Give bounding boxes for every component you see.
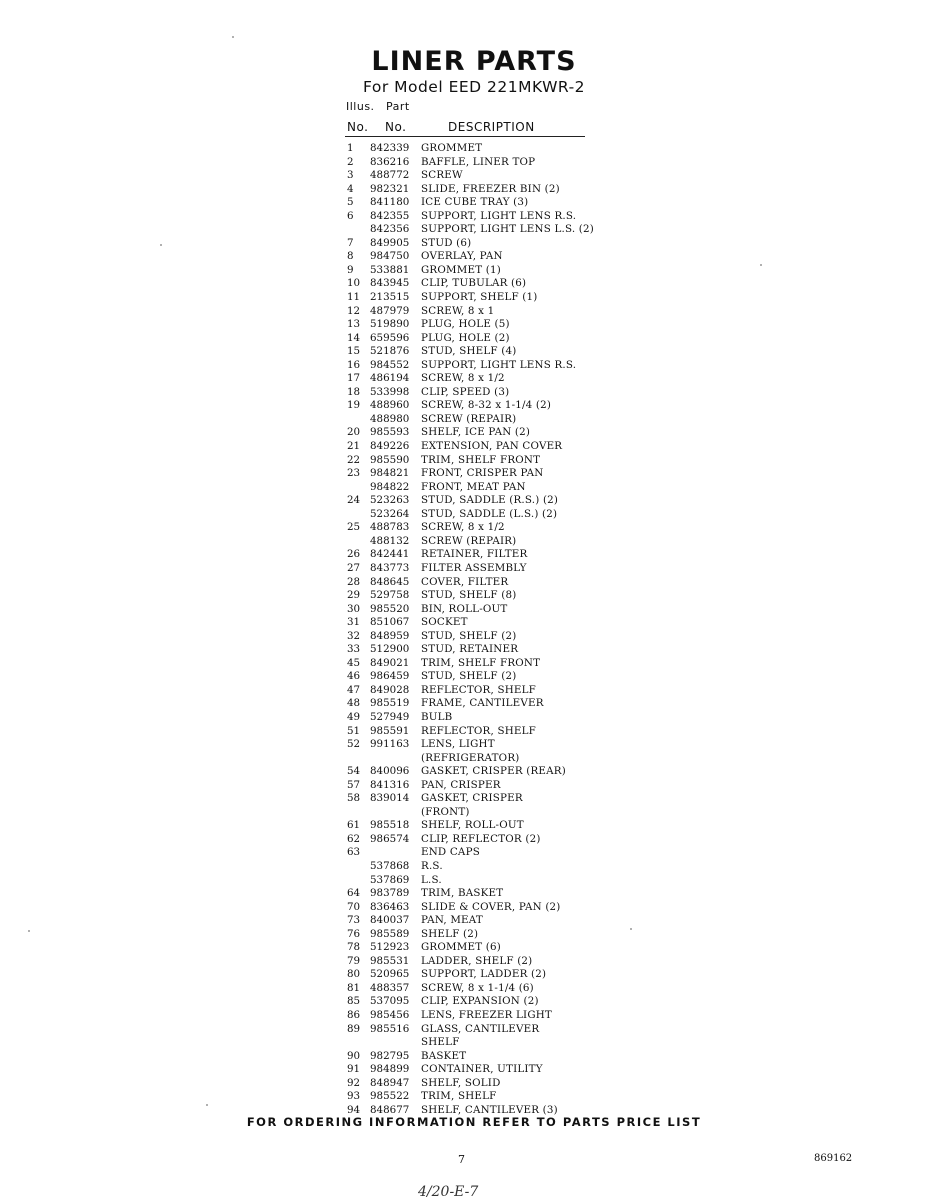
parts-row	[345, 562, 645, 576]
part-number: 487979	[370, 304, 410, 317]
part-description: LADDER, SHELF (2)	[421, 954, 533, 967]
handwritten-note: 4/20-E-7	[418, 1184, 479, 1200]
scan-speck	[232, 36, 234, 38]
part-number: 985518	[370, 819, 410, 832]
illus-number: 61	[347, 819, 361, 832]
part-description: SCREW	[421, 169, 463, 182]
header-part-no: No.	[385, 120, 407, 134]
part-number: 982321	[370, 182, 410, 195]
header-description: DESCRIPTION	[448, 120, 535, 134]
part-number: 537868	[370, 859, 410, 872]
part-number: 991163	[370, 738, 410, 751]
parts-row	[345, 372, 645, 386]
part-number: 659596	[370, 331, 410, 344]
part-number: 984822	[370, 480, 410, 493]
part-number: 519890	[370, 318, 410, 331]
scan-speck	[28, 930, 30, 932]
part-number: 488772	[370, 169, 410, 182]
part-description: SHELF	[421, 1036, 460, 1049]
part-description: SOCKET	[421, 616, 468, 629]
parts-row	[345, 725, 645, 739]
part-description: REFLECTOR, SHELF	[421, 683, 536, 696]
part-number: 840037	[370, 914, 410, 927]
parts-row	[345, 535, 645, 549]
part-description: STUD, SHELF (2)	[421, 629, 517, 642]
parts-row	[345, 454, 645, 468]
header-part: Part	[386, 100, 410, 113]
illus-number: 85	[347, 995, 361, 1008]
part-number: 849905	[370, 236, 410, 249]
illus-number: 58	[347, 792, 361, 805]
part-description: PLUG, HOLE (5)	[421, 318, 510, 331]
parts-row	[345, 765, 645, 779]
part-description: CLIP, EXPANSION (2)	[421, 995, 539, 1008]
part-description: CONTAINER, UTILITY	[421, 1063, 543, 1076]
part-description: STUD (6)	[421, 236, 472, 249]
part-number: 985590	[370, 453, 410, 466]
part-number: 986574	[370, 832, 410, 845]
illus-number: 33	[347, 643, 361, 656]
part-description: FRONT, CRISPER PAN	[421, 467, 544, 480]
illus-number: 93	[347, 1090, 361, 1103]
part-description: EXTENSION, PAN COVER	[421, 440, 563, 453]
part-number: 537095	[370, 995, 410, 1008]
parts-row	[345, 806, 645, 820]
parts-row	[345, 1009, 645, 1023]
part-description: CLIP, TUBULAR (6)	[421, 277, 527, 290]
parts-row	[345, 589, 645, 603]
parts-row	[345, 467, 645, 481]
part-number: 841316	[370, 778, 410, 791]
part-number: 848959	[370, 629, 410, 642]
parts-list	[345, 142, 645, 1117]
part-description: STUD, SHELF (8)	[421, 589, 517, 602]
part-number: 512923	[370, 941, 410, 954]
part-number: 986459	[370, 670, 410, 683]
parts-row	[345, 914, 645, 928]
illus-number: 91	[347, 1063, 361, 1076]
parts-row	[345, 156, 645, 170]
illus-number: 89	[347, 1022, 361, 1035]
parts-row	[345, 142, 645, 156]
part-description: CLIP, REFLECTOR (2)	[421, 832, 541, 845]
part-description: STUD, SADDLE (R.S.) (2)	[421, 494, 559, 507]
part-description: SCREW, 8-32 x 1-1/4 (2)	[421, 399, 552, 412]
parts-row	[345, 291, 645, 305]
part-number: 523264	[370, 507, 410, 520]
part-number: 520965	[370, 968, 410, 981]
part-description: SUPPORT, SHELF (1)	[421, 291, 538, 304]
illus-number: 2	[347, 155, 354, 168]
part-number: 985531	[370, 954, 410, 967]
model-subtitle: For Model EED 221MKWR-2	[362, 78, 586, 96]
part-number: 849028	[370, 683, 410, 696]
parts-row	[345, 1077, 645, 1091]
parts-row	[345, 413, 645, 427]
part-description: (REFRIGERATOR)	[421, 751, 520, 764]
part-description: PLUG, HOLE (2)	[421, 331, 510, 344]
parts-row	[345, 1050, 645, 1064]
illus-number: 8	[347, 250, 354, 263]
part-description: L.S.	[421, 873, 442, 886]
parts-row	[345, 968, 645, 982]
illus-number: 94	[347, 1103, 361, 1116]
part-description: SHELF, ICE PAN (2)	[421, 426, 531, 439]
part-description: SCREW, 8 x 1/2	[421, 372, 505, 385]
part-description: GROMMET	[421, 142, 483, 154]
illus-number: 28	[347, 575, 361, 588]
parts-row	[345, 901, 645, 915]
document-number: 869162	[814, 1153, 853, 1164]
parts-row	[345, 995, 645, 1009]
illus-number: 49	[347, 710, 361, 723]
parts-row	[345, 846, 645, 860]
part-number: 842441	[370, 548, 410, 561]
illus-number: 70	[347, 900, 361, 913]
illus-number: 51	[347, 724, 361, 737]
part-description: FRONT, MEAT PAN	[421, 480, 526, 493]
part-number: 983789	[370, 887, 410, 900]
parts-row	[345, 1023, 645, 1037]
part-number: 523263	[370, 494, 410, 507]
illus-number: 48	[347, 697, 361, 710]
part-number: 842356	[370, 223, 410, 236]
part-description: FILTER ASSEMBLY	[421, 561, 527, 574]
illus-number: 4	[347, 182, 354, 195]
part-number: 842339	[370, 142, 410, 154]
parts-row	[345, 697, 645, 711]
part-description: TRIM, SHELF FRONT	[421, 656, 541, 669]
illus-number: 73	[347, 914, 361, 927]
parts-row	[345, 603, 645, 617]
part-number: 985520	[370, 602, 410, 615]
illus-number: 47	[347, 683, 361, 696]
parts-row	[345, 1036, 645, 1050]
part-description: R.S.	[421, 859, 443, 872]
part-description: SUPPORT, LIGHT LENS L.S. (2)	[421, 223, 594, 236]
parts-row	[345, 576, 645, 590]
part-number: 529758	[370, 589, 410, 602]
part-description: SHELF (2)	[421, 927, 479, 940]
part-number: 982795	[370, 1049, 410, 1062]
part-description: GLASS, CANTILEVER	[421, 1022, 540, 1035]
part-number: 488980	[370, 412, 410, 425]
illus-number: 9	[347, 263, 354, 276]
illus-number: 31	[347, 616, 361, 629]
parts-row	[345, 887, 645, 901]
parts-row	[345, 928, 645, 942]
part-number: 984821	[370, 467, 410, 480]
part-number: 512900	[370, 643, 410, 656]
illus-number: 86	[347, 1009, 361, 1021]
parts-row	[345, 440, 645, 454]
parts-row	[345, 874, 645, 888]
parts-row	[345, 684, 645, 698]
illus-number: 25	[347, 521, 361, 534]
part-description: BASKET	[421, 1049, 467, 1062]
illus-number: 19	[347, 399, 361, 412]
illus-number: 57	[347, 778, 361, 791]
part-description: STUD, SADDLE (L.S.) (2)	[421, 507, 558, 520]
part-description: SHELF, CANTILEVER (3)	[421, 1103, 558, 1116]
illus-number: 18	[347, 385, 361, 398]
illus-number: 78	[347, 941, 361, 954]
part-number: 849021	[370, 656, 410, 669]
illus-number: 29	[347, 589, 361, 602]
illus-number: 30	[347, 602, 361, 615]
parts-row	[345, 670, 645, 684]
part-number: 984899	[370, 1063, 410, 1076]
parts-row	[345, 481, 645, 495]
illus-number: 15	[347, 345, 361, 358]
page-number: 7	[458, 1153, 465, 1166]
part-number: 537869	[370, 873, 410, 886]
parts-row	[345, 941, 645, 955]
part-number: 488960	[370, 399, 410, 412]
illus-number: 62	[347, 832, 361, 845]
parts-row	[345, 345, 645, 359]
parts-row	[345, 779, 645, 793]
part-description: (FRONT)	[421, 805, 470, 818]
part-number: 839014	[370, 792, 410, 805]
scan-speck	[206, 1104, 208, 1106]
page-title: LINER PARTS	[371, 46, 577, 77]
part-description: TRIM, BASKET	[421, 887, 504, 900]
part-description: END CAPS	[421, 846, 480, 859]
part-number: 985456	[370, 1009, 410, 1021]
part-description: GASKET, CRISPER	[421, 792, 523, 805]
illus-number: 80	[347, 968, 361, 981]
part-number: 843945	[370, 277, 410, 290]
part-description: TRIM, SHELF	[421, 1090, 497, 1103]
part-number: 985593	[370, 426, 410, 439]
part-description: COVER, FILTER	[421, 575, 509, 588]
illus-number: 45	[347, 656, 361, 669]
part-description: STUD, SHELF (4)	[421, 345, 517, 358]
parts-row	[345, 305, 645, 319]
part-number: 985522	[370, 1090, 410, 1103]
parts-row	[345, 508, 645, 522]
part-description: RETAINER, FILTER	[421, 548, 528, 561]
part-number: 488132	[370, 534, 410, 547]
illus-number: 21	[347, 440, 361, 453]
illus-number: 92	[347, 1076, 361, 1089]
part-description: PAN, MEAT	[421, 914, 483, 927]
parts-row	[345, 860, 645, 874]
part-number: 842355	[370, 209, 410, 222]
illus-number: 90	[347, 1049, 361, 1062]
illus-number: 27	[347, 561, 361, 574]
parts-row	[345, 223, 645, 237]
scan-speck	[160, 244, 162, 246]
part-description: OVERLAY, PAN	[421, 250, 503, 263]
part-number: 841180	[370, 196, 410, 209]
parts-row	[345, 277, 645, 291]
parts-row	[345, 318, 645, 332]
part-number: 533881	[370, 263, 410, 276]
part-number: 985519	[370, 697, 410, 710]
illus-number: 1	[347, 142, 354, 154]
parts-row	[345, 630, 645, 644]
part-description: CLIP, SPEED (3)	[421, 385, 510, 398]
part-number: 984552	[370, 358, 410, 371]
part-number: 486194	[370, 372, 410, 385]
part-number: 985589	[370, 927, 410, 940]
part-number: 836216	[370, 155, 410, 168]
parts-row	[345, 250, 645, 264]
part-description: SCREW, 8 x 1-1/4 (6)	[421, 981, 534, 994]
parts-row	[345, 643, 645, 657]
illus-number: 6	[347, 209, 354, 222]
parts-row	[345, 711, 645, 725]
scan-speck	[760, 264, 762, 266]
part-description: SCREW, 8 x 1	[421, 304, 495, 317]
part-description: SHELF, ROLL-OUT	[421, 819, 524, 832]
part-description: SUPPORT, LADDER (2)	[421, 968, 547, 981]
illus-number: 79	[347, 954, 361, 967]
part-description: SCREW, 8 x 1/2	[421, 521, 505, 534]
part-description: BAFFLE, LINER TOP	[421, 155, 536, 168]
parts-row	[345, 426, 645, 440]
part-description: TRIM, SHELF FRONT	[421, 453, 541, 466]
part-description: STUD, RETAINER	[421, 643, 519, 656]
illus-number: 7	[347, 236, 354, 249]
part-number: 836463	[370, 900, 410, 913]
parts-row	[345, 169, 645, 183]
part-description: SCREW (REPAIR)	[421, 534, 517, 547]
header-illus-no: No.	[347, 120, 369, 134]
illus-number: 14	[347, 331, 361, 344]
part-number: 851067	[370, 616, 410, 629]
ordering-footer: FOR ORDERING INFORMATION REFER TO PARTS PRICE LIST	[246, 1115, 702, 1129]
part-description: PAN, CRISPER	[421, 778, 501, 791]
part-description: BIN, ROLL-OUT	[421, 602, 508, 615]
parts-row	[345, 833, 645, 847]
parts-row	[345, 616, 645, 630]
part-description: FRAME, CANTILEVER	[421, 697, 544, 710]
illus-number: 32	[347, 629, 361, 642]
part-description: SLIDE, FREEZER BIN (2)	[421, 182, 560, 195]
part-description: SUPPORT, LIGHT LENS R.S.	[421, 209, 577, 222]
illus-number: 76	[347, 927, 361, 940]
part-description: LENS, LIGHT	[421, 738, 495, 751]
illus-number: 3	[347, 169, 354, 182]
parts-row	[345, 738, 645, 752]
parts-row	[345, 982, 645, 996]
parts-row	[345, 359, 645, 373]
parts-row	[345, 332, 645, 346]
illus-number: 12	[347, 304, 361, 317]
parts-row	[345, 494, 645, 508]
part-number: 521876	[370, 345, 410, 358]
part-description: LENS, FREEZER LIGHT	[421, 1009, 553, 1021]
parts-row	[345, 548, 645, 562]
part-number: 488357	[370, 981, 410, 994]
part-number: 848645	[370, 575, 410, 588]
illus-number: 22	[347, 453, 361, 466]
illus-number: 52	[347, 738, 361, 751]
parts-row	[345, 183, 645, 197]
parts-row	[345, 210, 645, 224]
parts-row	[345, 196, 645, 210]
illus-number: 81	[347, 981, 361, 994]
parts-row	[345, 792, 645, 806]
illus-number: 16	[347, 358, 361, 371]
header-illus: Illus.	[346, 100, 375, 113]
illus-number: 20	[347, 426, 361, 439]
part-description: STUD, SHELF (2)	[421, 670, 517, 683]
parts-row	[345, 752, 645, 766]
part-number: 848677	[370, 1103, 410, 1116]
part-number: 985516	[370, 1022, 410, 1035]
part-number: 985591	[370, 724, 410, 737]
part-number: 213515	[370, 291, 410, 304]
illus-number: 64	[347, 887, 361, 900]
parts-row	[345, 399, 645, 413]
parts-row	[345, 1090, 645, 1104]
illus-number: 23	[347, 467, 361, 480]
parts-row	[345, 819, 645, 833]
part-number: 527949	[370, 710, 410, 723]
illus-number: 13	[347, 318, 361, 331]
part-description: ICE CUBE TRAY (3)	[421, 196, 529, 209]
parts-row	[345, 264, 645, 278]
parts-row	[345, 237, 645, 251]
illus-number: 11	[347, 291, 361, 304]
part-description: BULB	[421, 710, 453, 723]
part-description: SUPPORT, LIGHT LENS R.S.	[421, 358, 577, 371]
part-description: GROMMET (1)	[421, 263, 501, 276]
part-number: 984750	[370, 250, 410, 263]
part-number: 849226	[370, 440, 410, 453]
parts-row	[345, 955, 645, 969]
scan-speck	[630, 928, 632, 930]
illus-number: 10	[347, 277, 361, 290]
parts-row	[345, 386, 645, 400]
illus-number: 24	[347, 494, 361, 507]
part-number: 840096	[370, 765, 410, 778]
part-number: 488783	[370, 521, 410, 534]
illus-number: 26	[347, 548, 361, 561]
part-description: SLIDE & COVER, PAN (2)	[421, 900, 561, 913]
parts-row	[345, 657, 645, 671]
part-description: REFLECTOR, SHELF	[421, 724, 536, 737]
parts-row	[345, 1063, 645, 1077]
illus-number: 17	[347, 372, 361, 385]
part-description: GASKET, CRISPER (REAR)	[421, 765, 566, 778]
part-number: 533998	[370, 385, 410, 398]
part-description: SCREW (REPAIR)	[421, 412, 517, 425]
part-number: 848947	[370, 1076, 410, 1089]
illus-number: 54	[347, 765, 361, 778]
illus-number: 46	[347, 670, 361, 683]
parts-row	[345, 521, 645, 535]
illus-number: 63	[347, 846, 361, 859]
illus-number: 5	[347, 196, 354, 209]
header-rule	[345, 136, 585, 137]
part-description: SHELF, SOLID	[421, 1076, 501, 1089]
part-description: GROMMET (6)	[421, 941, 501, 954]
part-number: 843773	[370, 561, 410, 574]
